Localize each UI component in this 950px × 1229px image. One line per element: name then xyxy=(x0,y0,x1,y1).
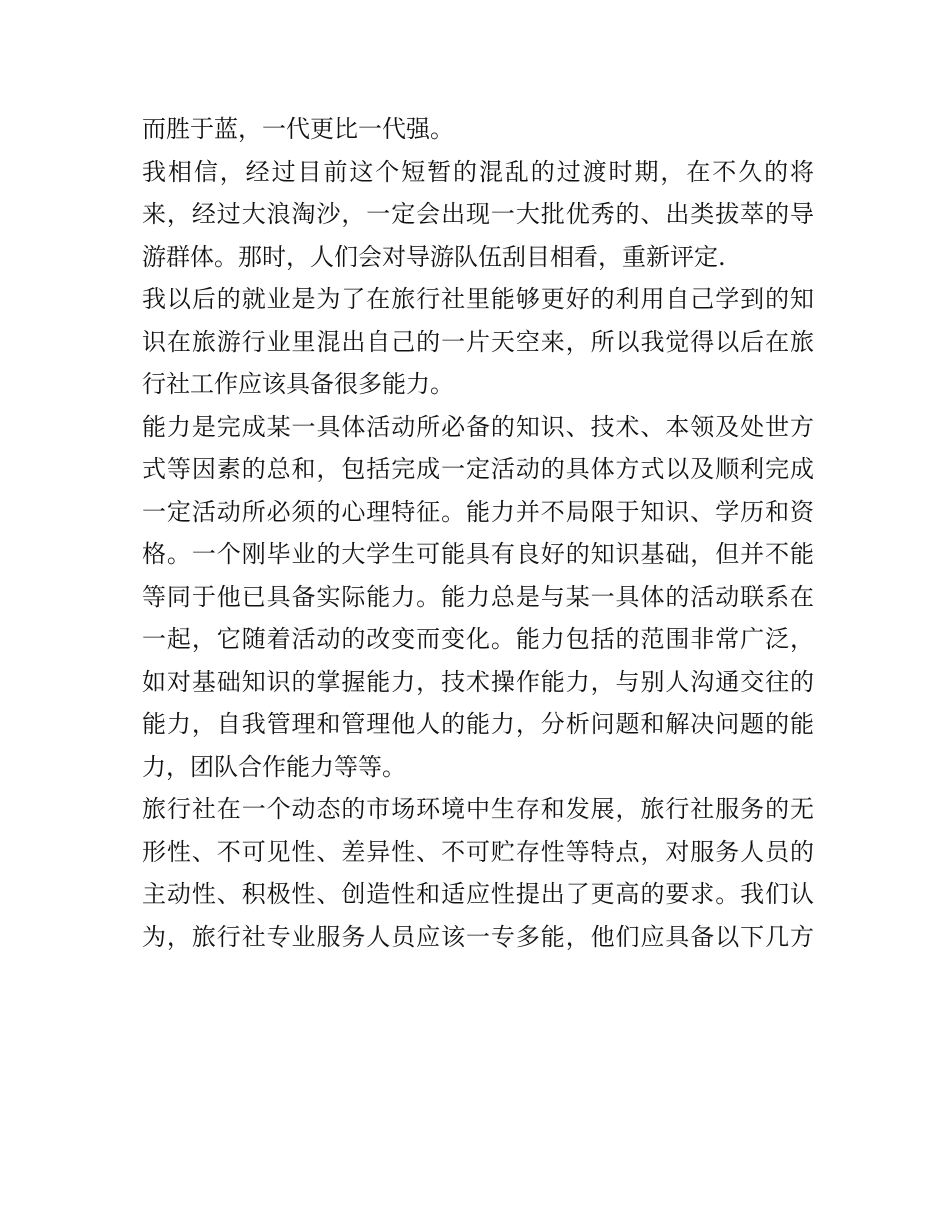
text-line: 形性、不可见性、差异性、不可贮存性等特点，对服务人员的 xyxy=(142,837,814,866)
text-line: 力，团队合作能力等等。 xyxy=(142,752,406,781)
text-line: 格。一个刚毕业的大学生可能具有良好的知识基础，但并不能 xyxy=(142,540,814,568)
text-line: 如对基础知识的掌握能力，技术操作能力，与别人沟通交往的 xyxy=(142,667,814,696)
text-line: 主动性、积极性、创造性和适应性提出了更高的要求。我们认 xyxy=(142,880,814,908)
text-line: 我相信，经过目前这个短暂的混乱的过渡时期，在不久的将 xyxy=(142,157,814,186)
text-line: 行社工作应该具备很多能力。 xyxy=(142,370,454,398)
text-line: 而胜于蓝，一代更比一代强。 xyxy=(142,115,454,143)
text-line: 我以后的就业是为了在旅行社里能够更好的利用自己学到的知 xyxy=(142,285,814,313)
text-line: 为，旅行社专业服务人员应该一专多能，他们应具备以下几方 xyxy=(142,922,814,951)
text-line: 来，经过大浪淘沙，一定会出现一大批优秀的、出类拔萃的导 xyxy=(142,200,814,228)
text-line: 一起，它随着活动的改变而变化。能力包括的范围非常广泛， xyxy=(142,625,814,653)
text-line: 一定活动所必须的心理特征。能力并不局限于知识、学历和资 xyxy=(142,497,814,526)
text-line: 旅行社在一个动态的市场环境中生存和发展，旅行社服务的无 xyxy=(142,795,814,823)
text-line: 识在旅游行业里混出自己的一片天空来，所以我觉得以后在旅 xyxy=(142,327,814,356)
text-line: 等同于他已具备实际能力。能力总是与某一具体的活动联系在 xyxy=(142,582,814,611)
document-body xyxy=(142,108,814,958)
text-line: 式等因素的总和，包括完成一定活动的具体方式以及顺利完成 xyxy=(142,455,814,483)
text-line: 能力，自我管理和管理他人的能力，分析问题和解决问题的能 xyxy=(142,710,814,738)
text-line: 能力是完成某一具体活动所必备的知识、技术、本领及处世方 xyxy=(142,412,814,441)
text-line: 游群体。那时，人们会对导游队伍刮目相看，重新评定. xyxy=(142,242,726,271)
